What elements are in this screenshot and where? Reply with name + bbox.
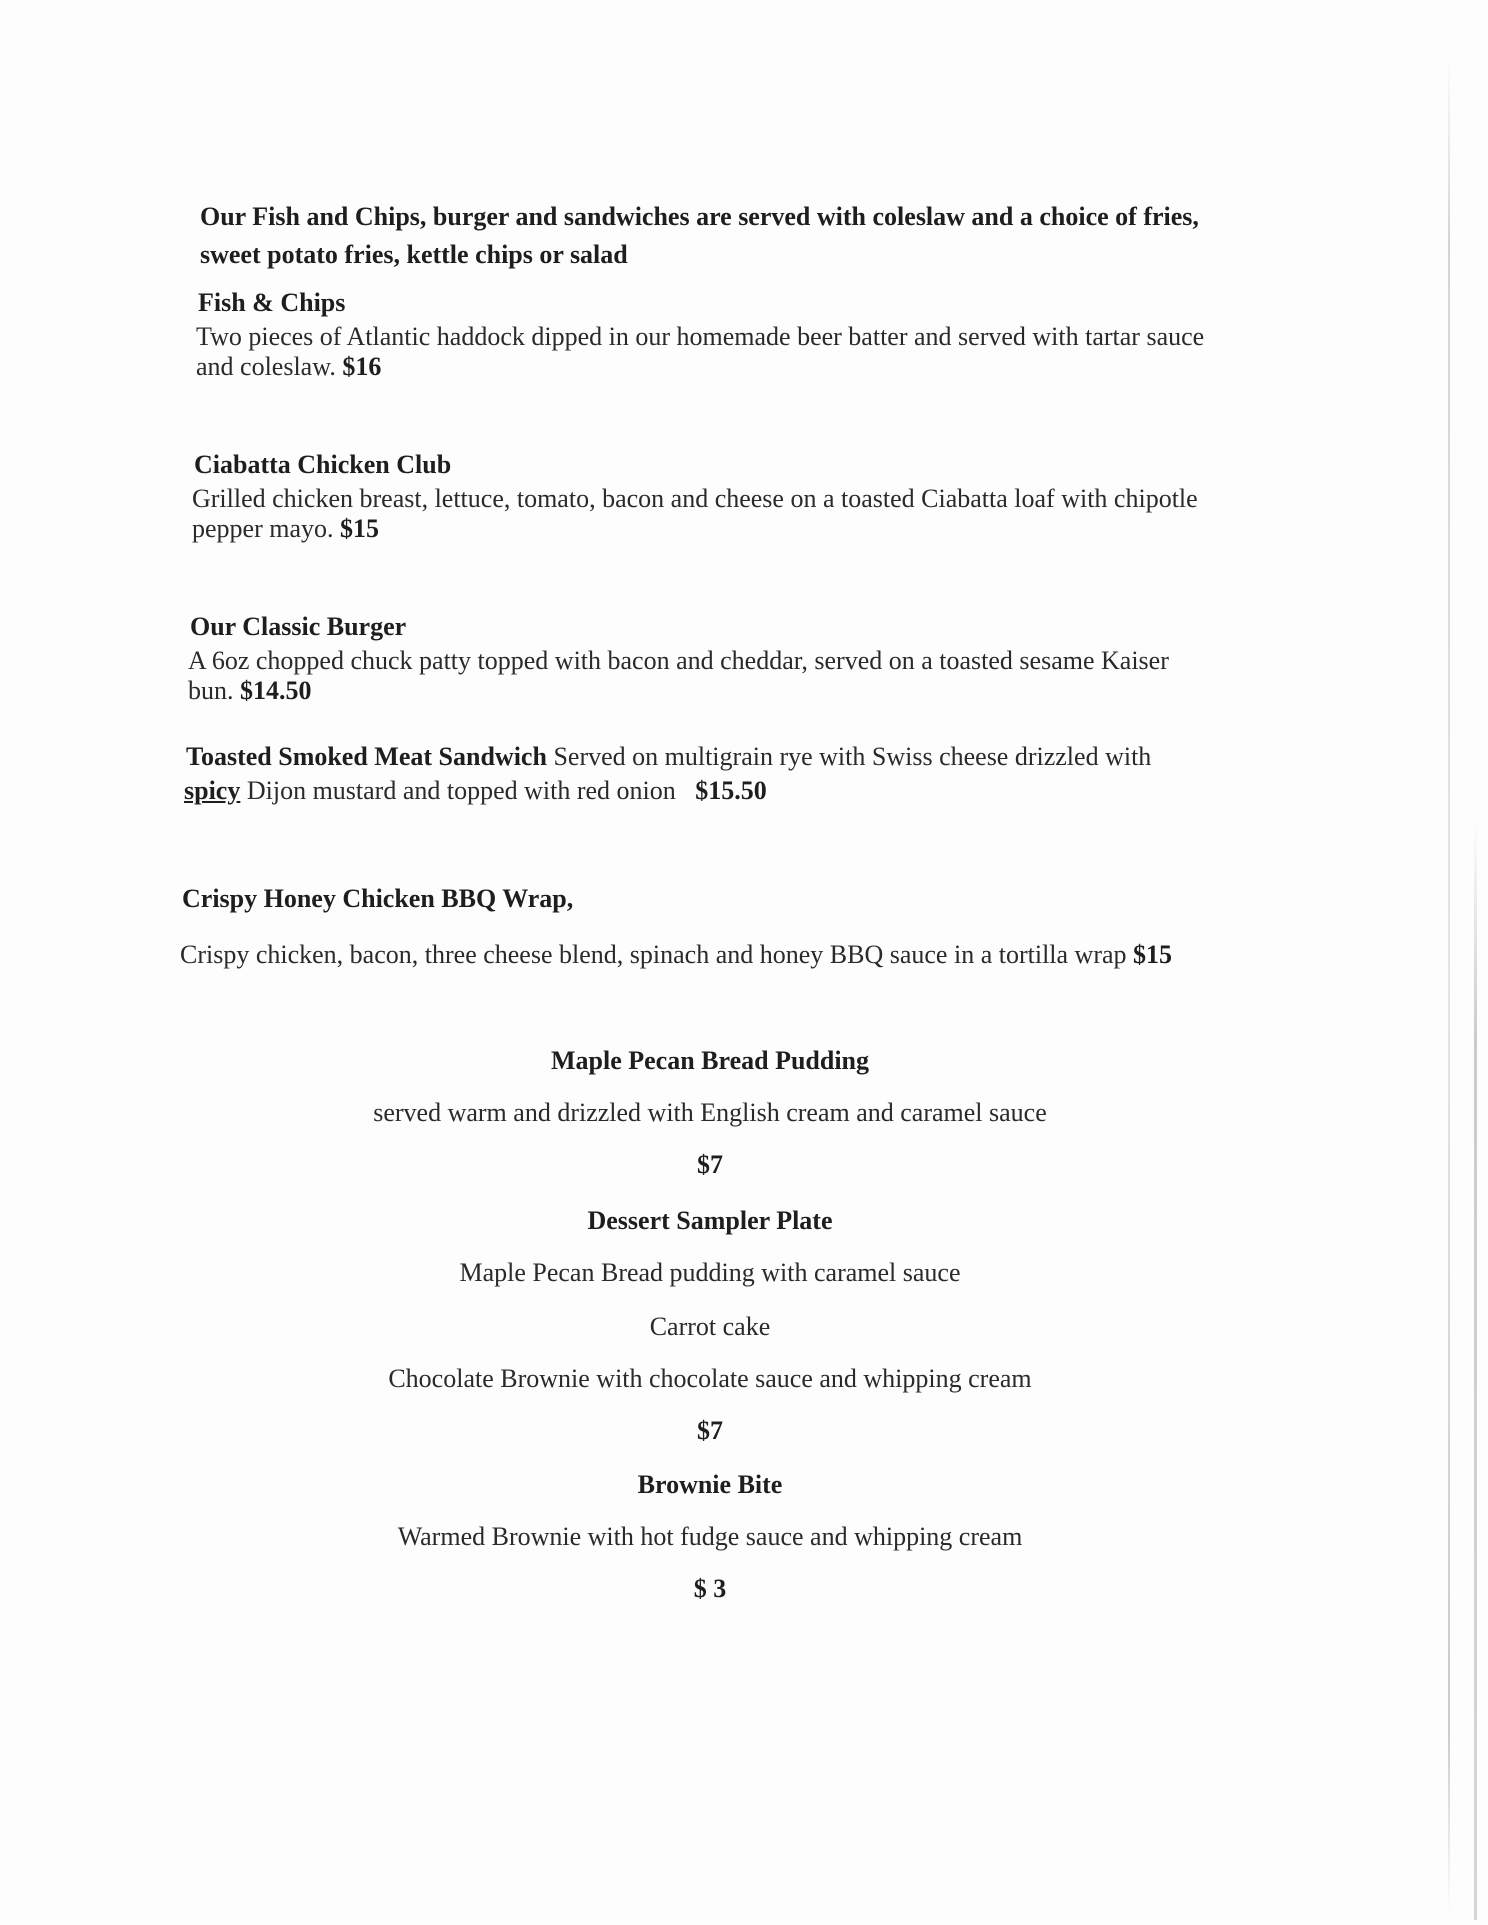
menu-item-name: Fish & Chips xyxy=(198,288,346,317)
dessert-desc: served warm and drizzled with English cream and caramel sauce xyxy=(373,1098,1047,1127)
underlined-word: spicy xyxy=(184,776,241,805)
dessert-name: Brownie Bite xyxy=(637,1470,783,1499)
menu-item-desc: A 6oz chopped chuck patty topped with bacon and cheddar, served on a toasted sesame Kaiser xyxy=(188,646,1169,675)
dessert-desc: Carrot cake xyxy=(649,1312,771,1341)
menu-item-price: $15 xyxy=(340,514,380,543)
menu-item-desc: pepper mayo. $15 xyxy=(192,514,380,543)
dessert-name: Maple Pecan Bread Pudding xyxy=(550,1046,870,1075)
menu-item-price: $16 xyxy=(342,352,382,381)
menu-item-desc: spicy Dijon mustard and topped with red onion $15.50 xyxy=(184,776,767,805)
dessert-price: $7 xyxy=(697,1150,723,1179)
menu-item-desc: Crispy chicken, bacon, three cheese blend, spinach and honey BBQ sauce in a tortilla wrap $15 xyxy=(180,940,1173,969)
dessert-price: $7 xyxy=(697,1416,723,1445)
dessert-desc: Chocolate Brownie with chocolate sauce and whipping cream xyxy=(388,1364,1032,1393)
scan-edge-artifact xyxy=(1474,820,1477,1920)
menu-item-desc: bun. $14.50 xyxy=(188,676,312,705)
menu-item-name: Ciabatta Chicken Club xyxy=(194,450,452,479)
dessert-price: $ 3 xyxy=(693,1574,727,1603)
menu-item-price: $15 xyxy=(1133,940,1173,969)
intro-line: Our Fish and Chips, burger and sandwiches are served with coleslaw and a choice of fries, xyxy=(200,202,1199,231)
menu-item-name: Toasted Smoked Meat Sandwich xyxy=(186,742,547,771)
menu-item-name: Our Classic Burger xyxy=(190,612,407,641)
menu-item-name: Crispy Honey Chicken BBQ Wrap, xyxy=(182,884,574,913)
dessert-desc: Warmed Brownie with hot fudge sauce and whipping cream xyxy=(397,1522,1023,1551)
dessert-name: Dessert Sampler Plate xyxy=(587,1206,833,1235)
menu-item-price: $14.50 xyxy=(240,676,312,705)
menu-item-desc: and coleslaw. $16 xyxy=(196,352,382,381)
menu-item-desc: Two pieces of Atlantic haddock dipped in our homemade beer batter and served with tartar sauce xyxy=(196,322,1205,351)
scan-edge-artifact xyxy=(1448,55,1450,1915)
menu-item-line: Toasted Smoked Meat Sandwich Served on multigrain rye with Swiss cheese drizzled with xyxy=(186,742,1152,771)
menu-item-price: $15.50 xyxy=(695,776,767,805)
menu-item-desc: Grilled chicken breast, lettuce, tomato, bacon and cheese on a toasted Ciabatta loaf with chipotle xyxy=(192,484,1198,513)
dessert-desc: Maple Pecan Bread pudding with caramel sauce xyxy=(459,1258,961,1287)
intro-line: sweet potato fries, kettle chips or salad xyxy=(200,240,628,269)
